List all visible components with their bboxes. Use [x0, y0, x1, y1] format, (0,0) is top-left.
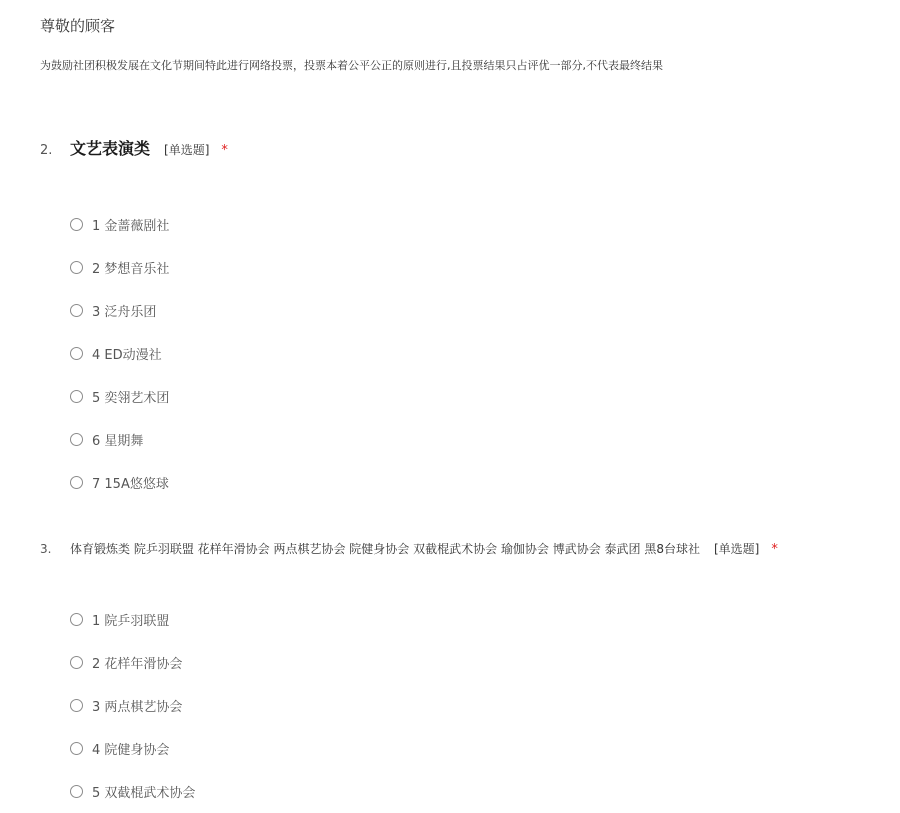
- option-label: 3 泛舟乐团: [92, 305, 157, 320]
- question-2: [40, 136, 890, 504]
- option-2-2[interactable]: [40, 246, 890, 289]
- question-number: 2.: [40, 143, 53, 158]
- question-2-options: [40, 203, 890, 504]
- radio-button-icon[interactable]: [70, 261, 83, 274]
- question-type-label: [单选题]: [713, 542, 760, 556]
- option-2-4[interactable]: [40, 332, 890, 375]
- option-label: 2 梦想音乐社: [92, 262, 170, 277]
- survey-greeting: 尊敬的顾客: [40, 17, 116, 35]
- radio-button-icon[interactable]: [70, 699, 83, 712]
- required-asterisk: *: [221, 143, 228, 158]
- option-label: 3 两点棋艺协会: [92, 700, 183, 715]
- option-label: 4 ED动漫社: [92, 348, 162, 363]
- option-label: 4 院健身协会: [92, 743, 170, 758]
- option-2-1[interactable]: [40, 203, 890, 246]
- question-2-header: [40, 136, 890, 159]
- option-2-3[interactable]: [40, 289, 890, 332]
- question-3: [40, 540, 890, 813]
- option-label: 6 星期舞: [92, 434, 144, 449]
- option-label: 5 双截棍武术协会: [92, 786, 196, 801]
- radio-button-icon[interactable]: [70, 304, 83, 317]
- radio-button-icon[interactable]: [70, 742, 83, 755]
- radio-button-icon[interactable]: [70, 613, 83, 626]
- option-3-2[interactable]: [40, 641, 890, 684]
- option-label: 1 院乒羽联盟: [92, 614, 170, 629]
- radio-button-icon[interactable]: [70, 347, 83, 360]
- question-3-header: [40, 540, 890, 557]
- radio-button-icon[interactable]: [70, 785, 83, 798]
- radio-button-icon[interactable]: [70, 390, 83, 403]
- question-3-options: [40, 598, 890, 813]
- question-number: 3.: [40, 542, 52, 556]
- radio-button-icon[interactable]: [70, 433, 83, 446]
- option-label: 7 15A悠悠球: [92, 477, 169, 492]
- option-label: 5 奕翎艺术团: [92, 391, 170, 406]
- option-3-4[interactable]: [40, 727, 890, 770]
- option-3-5[interactable]: [40, 770, 890, 813]
- required-asterisk: *: [771, 542, 778, 557]
- option-3-3[interactable]: [40, 684, 890, 727]
- radio-button-icon[interactable]: [70, 656, 83, 669]
- radio-button-icon[interactable]: [70, 476, 83, 489]
- option-3-1[interactable]: [40, 598, 890, 641]
- option-label: 1 金蔷薇剧社: [92, 219, 170, 234]
- survey-intro: 为鼓励社团积极发展在文化节期间特此进行网络投票，投票本着公平公正的原则进行,且投票结果只占评优一部分,不代表最终结果: [40, 59, 663, 72]
- option-2-7[interactable]: [40, 461, 890, 504]
- option-2-6[interactable]: [40, 418, 890, 461]
- question-title: 体育锻炼类 院乒羽联盟 花样年滑协会 两点棋艺协会 院健身协会 双截棍武术协会 瑜伽协会 博武协会 泰武团 黑8台球社: [70, 542, 700, 556]
- question-title: 文艺表演类: [70, 139, 151, 158]
- radio-button-icon[interactable]: [70, 218, 83, 231]
- option-2-5[interactable]: [40, 375, 890, 418]
- question-type-label: [单选题]: [164, 143, 210, 157]
- option-label: 2 花样年滑协会: [92, 657, 183, 672]
